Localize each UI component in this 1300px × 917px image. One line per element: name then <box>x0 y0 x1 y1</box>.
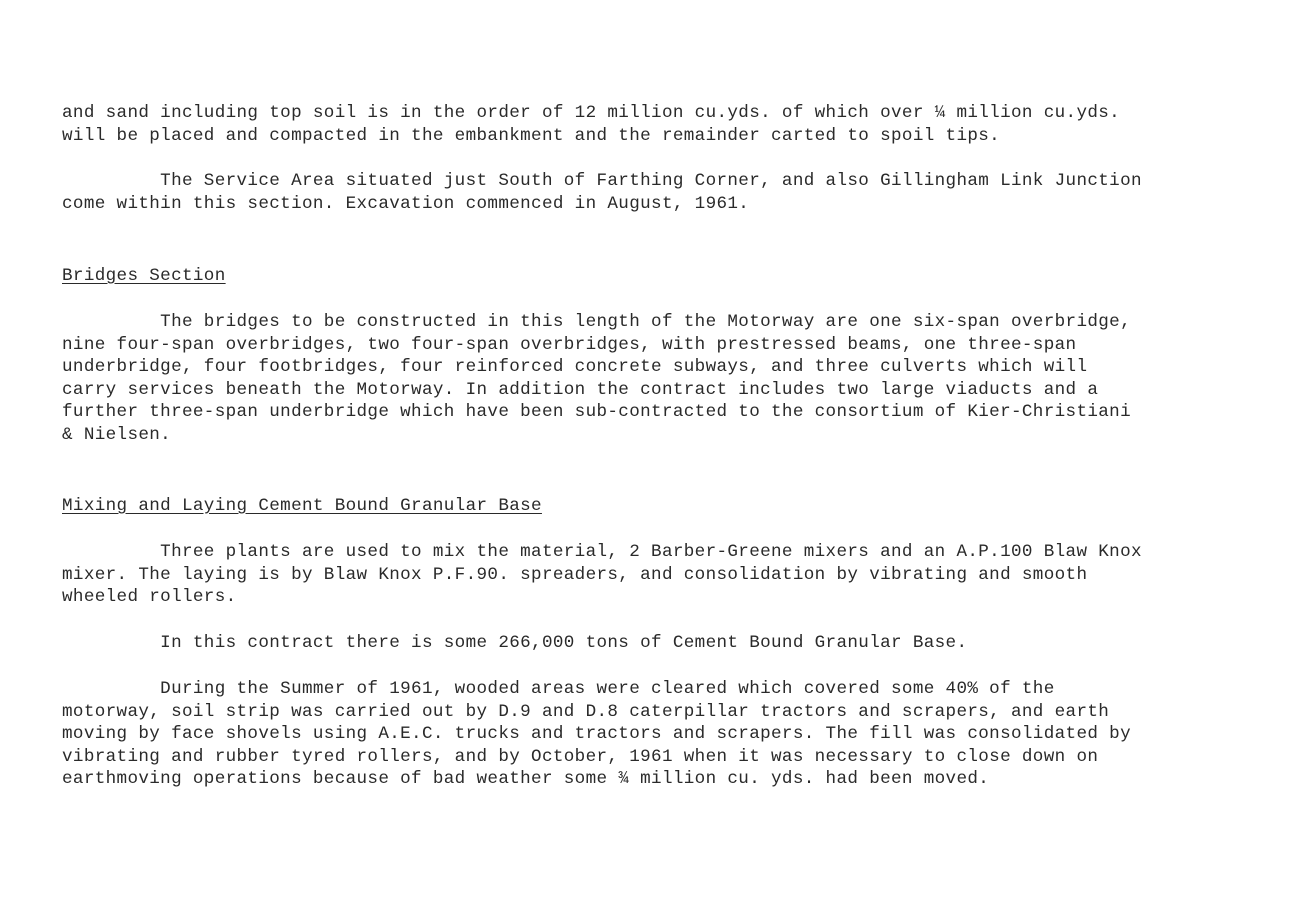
mixing-section <box>62 495 542 518</box>
text-line: vibrating and rubber tyred rollers, and by October, 1961 when it was necessary to close down on <box>62 746 1099 767</box>
intro-paragraph <box>62 102 1120 147</box>
text-line: come within this section. Excavation commenced in August, 1961. <box>62 193 750 214</box>
text-line: wheeled rollers. <box>62 587 237 607</box>
bridges-paragraph <box>62 311 1131 446</box>
text-line: During the Summer of 1961, wooded areas were cleared which covered some 40% of the <box>62 679 1055 699</box>
text-line: carry services beneath the Motorway. In addition the contract includes two large viaducts and a <box>62 379 1099 400</box>
text-line: & Nielsen. <box>62 424 172 445</box>
mixing-paragraph-summer <box>62 678 1131 791</box>
service-area-paragraph <box>62 170 1142 215</box>
mixing-paragraph-plants <box>62 541 1142 609</box>
text-line: will be placed and compacted in the embankment and the remainder carted to spoil tips. <box>62 125 1001 146</box>
text-line: underbridge, four footbridges, four reinforced concrete subways, and three culverts which will <box>62 357 1088 377</box>
text-line: and sand including top soil is in the order of 12 million cu.yds. of which over ¼ million cu.yds. <box>62 103 1121 123</box>
text-line: The Service Area situated just South of Farthing Corner, and also Gillingham Link Junction <box>62 171 1142 191</box>
text-line: motorway, soil strip was carried out by D.9 and D.8 caterpillar tractors and scrapers, and earth <box>62 701 1110 722</box>
section-heading: Mixing and Laying Cement Bound Granular Base <box>62 496 542 516</box>
text-line: Three plants are used to mix the material, 2 Barber-Greene mixers and an A.P.100 Blaw Knox <box>62 542 1142 562</box>
text-line: The bridges to be constructed in this length of the Motorway are one six-span overbridge, <box>62 312 1131 332</box>
text-line: mixer. The laying is by Blaw Knox P.F.90. spreaders, and consolidation by vibrating and smooth <box>62 564 1088 585</box>
text-line: further three-span underbridge which have been sub-contracted to the consortium of Kier-Christiani <box>62 402 1131 422</box>
mixing-paragraph-tonnage <box>62 632 967 655</box>
text-line: earthmoving operations because of bad weather some ¾ million cu. yds. had been moved. <box>62 769 990 789</box>
bridges-section <box>62 265 226 288</box>
section-heading: Bridges Section <box>62 266 226 286</box>
text-line: In this contract there is some 266,000 tons of Cement Bound Granular Base. <box>62 633 968 653</box>
text-line: moving by face shovels using A.E.C. trucks and tractors and scrapers. The fill was consolidated by <box>62 724 1131 744</box>
text-line: nine four-span overbridges, two four-span overbridges, with prestressed beams, one three-span <box>62 334 1077 355</box>
